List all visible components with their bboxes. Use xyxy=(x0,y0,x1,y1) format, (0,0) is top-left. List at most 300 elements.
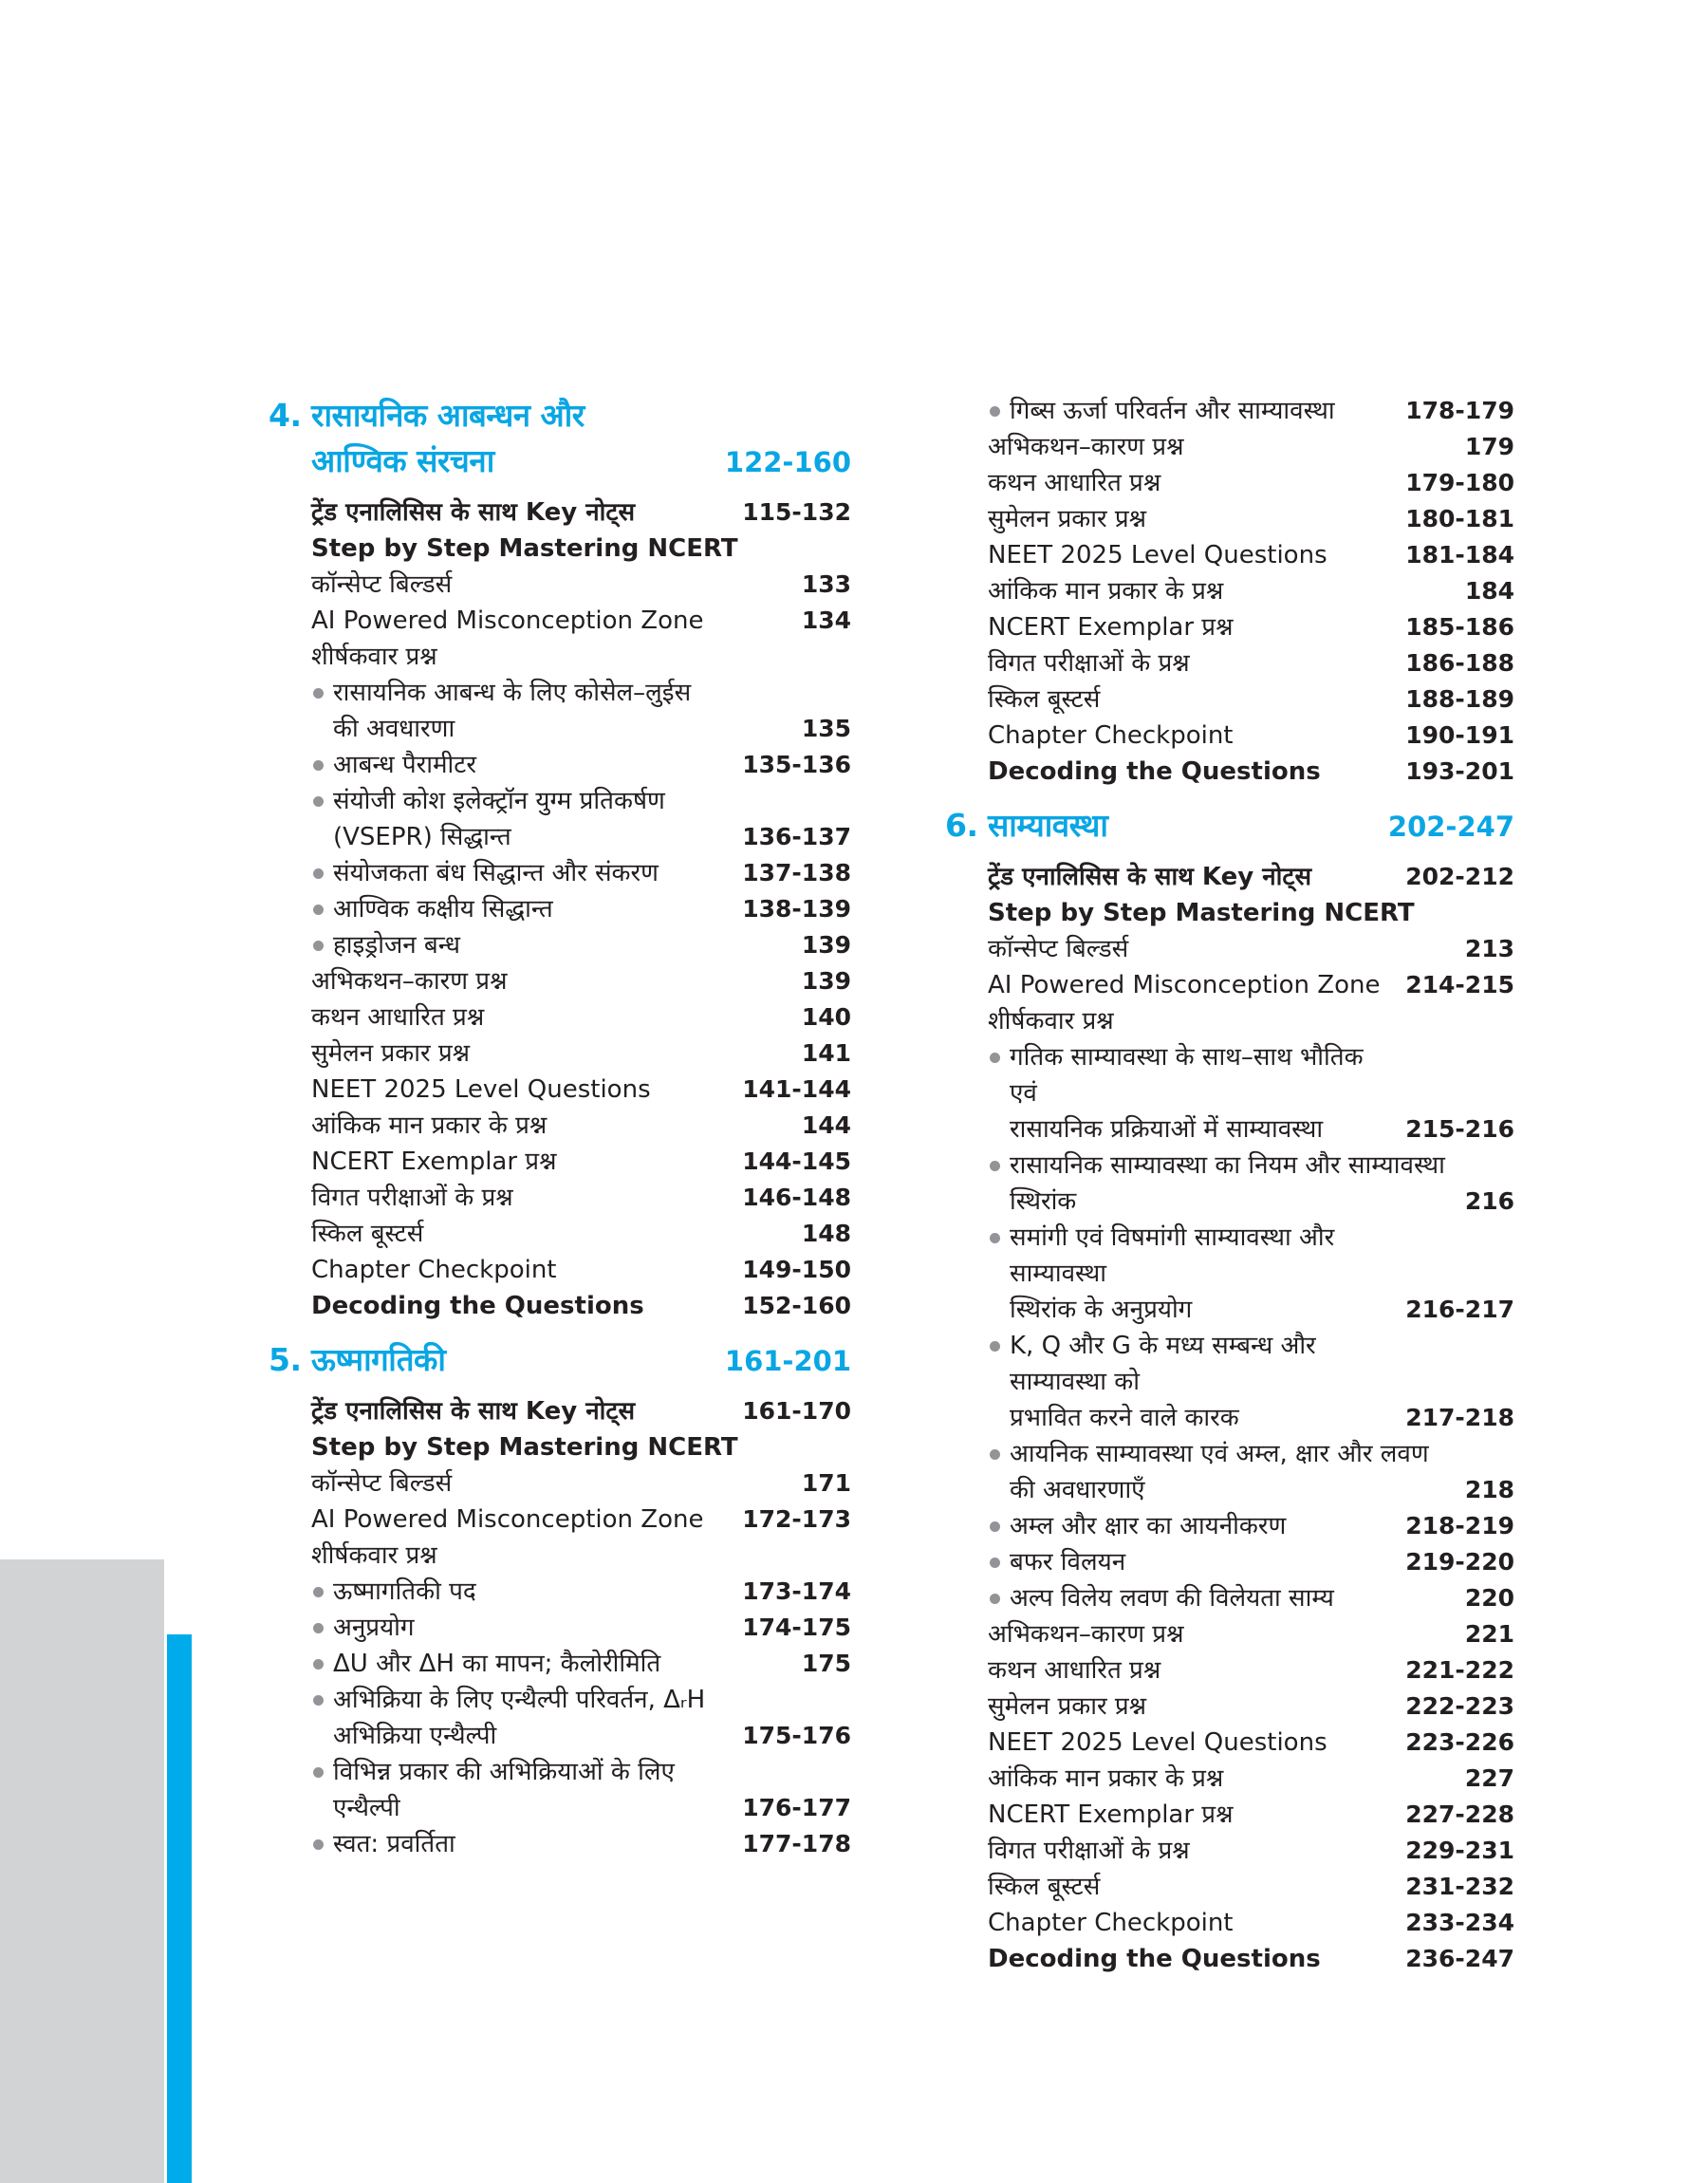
entry-label xyxy=(311,1144,734,1180)
toc-entry xyxy=(269,999,851,1036)
entry-pages: 185-186 xyxy=(1405,613,1514,641)
entry-label-line: अनुप्रयोग xyxy=(333,1614,415,1642)
entry-label-line: रासायनिक आबन्ध के लिए कोसेल–लुईस xyxy=(333,679,692,707)
chapter-pages: 122-160 xyxy=(724,446,851,478)
entry-pages: 138-139 xyxy=(742,895,851,923)
toc-entry xyxy=(269,1465,851,1502)
toc-entry xyxy=(269,1502,851,1538)
entry-pages: 178-179 xyxy=(1405,397,1514,424)
toc-entry xyxy=(269,1144,851,1180)
entry-label xyxy=(311,927,794,963)
entry-label xyxy=(988,429,1457,465)
entry-label-line: (VSEPR) सिद्धान्त xyxy=(333,823,511,851)
chapter-pages: 161-201 xyxy=(724,1345,851,1377)
entry-label xyxy=(988,931,1457,967)
entry-label-line: स्किल बूस्टर्स xyxy=(988,685,1101,714)
entry-pages: 216 xyxy=(1464,1187,1514,1215)
chapter-heading xyxy=(945,803,1514,849)
toc-entry xyxy=(269,1754,851,1826)
entry-label-line: शीर्षकवार प्रश्न xyxy=(311,1541,437,1570)
entry-pages: 139 xyxy=(801,931,851,959)
entry-label-line: गतिक साम्यावस्था के साथ–साथ भौतिक एवं xyxy=(1010,1043,1364,1108)
toc-entry xyxy=(945,1689,1514,1725)
toc-entry xyxy=(945,681,1514,718)
toc-entry xyxy=(945,859,1514,895)
toc-entry xyxy=(945,1328,1514,1436)
entry-pages: 173-174 xyxy=(742,1577,851,1605)
bullet-icon xyxy=(313,796,324,807)
bullet-icon xyxy=(990,1521,1000,1532)
toc-column-left xyxy=(269,393,851,1862)
entry-label-line: ऊष्मागतिकी पद xyxy=(333,1577,476,1606)
toc-entry xyxy=(945,1652,1514,1689)
entry-pages: 179 xyxy=(1464,433,1514,460)
toc-entry xyxy=(945,1220,1514,1328)
entry-label-line: आंकिक मान प्रकार के प्रश्न xyxy=(988,1764,1224,1793)
entry-label-line: रासायनिक साम्यावस्था का नियम और साम्यावस्था xyxy=(1010,1151,1445,1180)
toc-entry xyxy=(945,1761,1514,1797)
entry-label xyxy=(311,963,794,999)
bullet-icon xyxy=(313,1659,324,1670)
toc-entry xyxy=(269,891,851,927)
toc-entry xyxy=(945,1725,1514,1761)
entry-pages: 214-215 xyxy=(1405,971,1514,998)
entry-label xyxy=(988,465,1398,501)
toc-entry xyxy=(269,603,851,639)
toc-entry xyxy=(945,645,1514,681)
entry-pages: 227-228 xyxy=(1405,1801,1514,1828)
entry-pages: 115-132 xyxy=(742,498,851,526)
entry-label xyxy=(988,859,1398,895)
entry-pages: 135 xyxy=(801,715,851,742)
entry-label-line: अभिकथन–कारण प्रश्न xyxy=(988,433,1184,461)
toc-entry xyxy=(269,675,851,747)
bullet-icon xyxy=(313,760,324,771)
toc-entry xyxy=(945,1941,1514,1977)
entry-pages: 231-232 xyxy=(1405,1873,1514,1900)
entry-label-line: AI Powered Misconception Zone xyxy=(988,971,1381,999)
entry-label xyxy=(988,1436,1457,1508)
toc-entry xyxy=(945,1869,1514,1905)
entry-label-line: AI Powered Misconception Zone xyxy=(311,1505,704,1534)
entry-label xyxy=(311,675,794,747)
toc-entry xyxy=(945,754,1514,790)
entry-pages: 172-173 xyxy=(742,1505,851,1533)
bullet-icon xyxy=(990,1233,1000,1243)
entry-label xyxy=(988,895,1514,931)
bullet-icon xyxy=(990,1161,1000,1171)
chapter-title-line xyxy=(311,438,851,485)
entry-pages: 136-137 xyxy=(742,823,851,850)
entry-pages: 139 xyxy=(801,967,851,995)
bullet-icon xyxy=(990,406,1000,417)
entry-label-line: अभिकथन–कारण प्रश्न xyxy=(311,967,508,996)
entry-label xyxy=(988,1797,1398,1833)
toc-entry xyxy=(269,1036,851,1072)
bullet-icon xyxy=(990,1341,1000,1352)
entry-label xyxy=(988,1220,1398,1328)
entry-label-line: NCERT Exemplar प्रश्न xyxy=(311,1147,557,1176)
chapter-title-line xyxy=(311,1337,851,1384)
entry-pages: 174-175 xyxy=(742,1614,851,1641)
entry-pages: 190-191 xyxy=(1405,721,1514,749)
entry-label xyxy=(988,573,1457,609)
toc-entry xyxy=(269,963,851,999)
entry-label xyxy=(988,1544,1398,1580)
entry-label-line: NCERT Exemplar प्रश्न xyxy=(988,1801,1234,1829)
chapter-title xyxy=(311,1337,851,1384)
entry-label xyxy=(311,531,851,567)
toc-entry xyxy=(945,1616,1514,1652)
entry-label-line: कॉन्सेप्ट बिल्डर्स xyxy=(988,935,1129,963)
entry-label xyxy=(311,747,734,783)
entry-label xyxy=(311,1429,851,1465)
entry-pages: 179-180 xyxy=(1405,469,1514,496)
gray-panel-decoration xyxy=(0,1559,164,2183)
entry-pages: 133 xyxy=(801,570,851,598)
entry-label-line: कथन आधारित प्रश्न xyxy=(311,1003,485,1032)
entry-label-line: ΔU और ΔH का मापन; कैलोरीमिति xyxy=(333,1650,661,1678)
toc-entry xyxy=(945,1905,1514,1941)
entry-label xyxy=(311,639,851,675)
entry-label xyxy=(988,1616,1457,1652)
bullet-icon xyxy=(313,868,324,879)
entry-pages: 188-189 xyxy=(1405,685,1514,713)
entry-label-line: Chapter Checkpoint xyxy=(988,721,1234,750)
entry-pages: 148 xyxy=(801,1220,851,1247)
blue-bar-decoration xyxy=(167,1634,192,2183)
toc-entry xyxy=(269,1574,851,1610)
entry-label xyxy=(311,1252,734,1288)
entry-label-line: संयोजकता बंध सिद्धान्त और संकरण xyxy=(333,859,659,887)
chapter-title xyxy=(311,393,851,485)
entry-label-line: सुमेलन प्रकार प्रश्न xyxy=(988,505,1147,533)
entry-pages: 171 xyxy=(801,1469,851,1497)
toc-entry xyxy=(945,393,1514,429)
entry-label xyxy=(311,891,734,927)
toc-entry xyxy=(269,1429,851,1465)
chapter-number: 5. xyxy=(269,1341,302,1378)
entry-label-line: की अवधारणा xyxy=(333,715,455,743)
entry-label-line: आंकिक मान प्रकार के प्रश्न xyxy=(311,1111,548,1140)
entry-label xyxy=(988,754,1398,790)
toc-entry xyxy=(269,1682,851,1754)
entry-label-line: हाइड्रोजन बन्ध xyxy=(333,931,460,960)
entry-label xyxy=(988,645,1398,681)
entry-label-line: सुमेलन प्रकार प्रश्न xyxy=(311,1039,471,1068)
entry-pages: 221 xyxy=(1464,1620,1514,1648)
entry-label xyxy=(988,1508,1398,1544)
entry-label-line: संयोजी कोश इलेक्ट्रॉन युग्म प्रतिकर्षण xyxy=(333,787,665,815)
toc-entry xyxy=(269,531,851,567)
entry-pages: 219-220 xyxy=(1405,1548,1514,1576)
entry-pages: 135-136 xyxy=(742,751,851,778)
entry-label-line: गिब्स ऊर्जा परिवर्तन और साम्यावस्था xyxy=(1010,397,1335,425)
toc-entry xyxy=(269,1180,851,1216)
entry-label-line: अल्प विलेय लवण की विलेयता साम्य xyxy=(1010,1584,1334,1613)
entry-label xyxy=(988,718,1398,754)
entry-label xyxy=(311,1180,734,1216)
toc-entry xyxy=(269,1646,851,1682)
toc-entry xyxy=(269,1252,851,1288)
entry-label-line: बफर विलयन xyxy=(1010,1548,1126,1577)
bullet-icon xyxy=(313,1839,324,1850)
entry-pages: 202-212 xyxy=(1405,863,1514,890)
toc-entry xyxy=(945,1797,1514,1833)
entry-pages: 152-160 xyxy=(742,1292,851,1319)
entry-label xyxy=(988,1003,1514,1039)
entry-label-line: कथन आधारित प्रश्न xyxy=(988,469,1161,497)
entry-pages: 193-201 xyxy=(1405,757,1514,785)
entry-pages: 184 xyxy=(1464,577,1514,605)
entry-label-line: NCERT Exemplar प्रश्न xyxy=(988,613,1234,642)
chapter-number: 4. xyxy=(269,397,302,434)
entry-label-line: Step by Step Mastering NCERT xyxy=(988,899,1415,927)
entry-label xyxy=(988,967,1398,1003)
entry-label xyxy=(988,1328,1398,1436)
toc-entry xyxy=(945,1003,1514,1039)
entry-label xyxy=(311,1288,734,1324)
toc-entry xyxy=(269,1826,851,1862)
toc-entry xyxy=(269,927,851,963)
chapter-number: 6. xyxy=(945,807,978,844)
toc-entry xyxy=(269,1288,851,1324)
entry-pages: 227 xyxy=(1464,1764,1514,1792)
entry-label xyxy=(988,1941,1398,1977)
entry-pages: 217-218 xyxy=(1405,1404,1514,1431)
entry-label-line: Step by Step Mastering NCERT xyxy=(311,534,738,563)
entry-label xyxy=(311,1072,734,1108)
chapter-title-text: साम्यावस्था xyxy=(988,807,1108,844)
entry-label-line: NEET 2025 Level Questions xyxy=(988,1728,1327,1757)
bullet-icon xyxy=(313,941,324,951)
entry-pages: 229-231 xyxy=(1405,1837,1514,1864)
entry-label-line: स्किल बूस्टर्स xyxy=(311,1220,424,1248)
toc-entry xyxy=(945,429,1514,465)
toc-entry xyxy=(269,1108,851,1144)
entry-pages: 141-144 xyxy=(742,1075,851,1103)
entry-label-line: विभिन्न प्रकार की अभिक्रियाओं के लिए एन्थैल्पी xyxy=(333,1758,675,1822)
entry-label-line: Chapter Checkpoint xyxy=(988,1909,1234,1937)
entry-label-line: Decoding the Questions xyxy=(988,1945,1321,1973)
toc-entry xyxy=(945,1436,1514,1508)
entry-label-line: स्वत: प्रवर्तिता xyxy=(333,1830,455,1858)
entry-label-line: कॉन्सेप्ट बिल्डर्स xyxy=(311,570,453,599)
toc-entry xyxy=(945,1508,1514,1544)
toc-entry xyxy=(945,1580,1514,1616)
entry-label xyxy=(988,1580,1457,1616)
entry-pages: 221-222 xyxy=(1405,1656,1514,1684)
entry-label xyxy=(988,501,1398,537)
chapter-pages: 202-247 xyxy=(1387,811,1514,843)
entry-label xyxy=(311,1610,734,1646)
entry-label-line: कथन आधारित प्रश्न xyxy=(988,1656,1161,1685)
entry-label xyxy=(988,609,1398,645)
entry-label xyxy=(988,1905,1398,1941)
entry-pages: 218-219 xyxy=(1405,1512,1514,1539)
entry-label-line: Chapter Checkpoint xyxy=(311,1256,557,1284)
entry-label-line: रासायनिक प्रक्रियाओं में साम्यावस्था xyxy=(1010,1115,1324,1144)
entry-label-line: प्रभावित करने वाले कारक xyxy=(1010,1404,1239,1432)
chapter-title-line xyxy=(988,803,1514,849)
entry-pages: 146-148 xyxy=(742,1184,851,1211)
chapter-heading xyxy=(269,1337,851,1384)
chapter-title-text: रासायनिक आबन्धन और xyxy=(311,397,585,434)
entry-label-line: की अवधारणाएँ xyxy=(1010,1476,1145,1504)
bullet-icon xyxy=(313,1767,324,1778)
entry-label xyxy=(988,1761,1457,1797)
entry-label-line: अभिक्रिया एन्थैल्पी xyxy=(333,1722,497,1750)
bullet-icon xyxy=(990,1449,1000,1460)
entry-label xyxy=(988,1833,1398,1869)
entry-label xyxy=(311,1465,794,1502)
entry-label-line: स्किल बूस्टर्स xyxy=(988,1873,1101,1901)
entry-pages: 175-176 xyxy=(742,1722,851,1749)
entry-pages: 177-178 xyxy=(742,1830,851,1857)
entry-label-line: अभिक्रिया के लिए एन्थैल्पी परिवर्तन, ΔᵣH xyxy=(333,1686,706,1714)
toc-entry xyxy=(269,494,851,531)
toc-entry xyxy=(945,537,1514,573)
entry-label xyxy=(988,681,1398,718)
toc-entry xyxy=(269,1393,851,1429)
entry-label-line: ट्रेंड एनालिसिस के साथ Key नोट्स xyxy=(988,863,1312,891)
bullet-icon xyxy=(313,688,324,699)
toc-entry xyxy=(269,1538,851,1574)
toc-entry xyxy=(945,573,1514,609)
entry-label-line: K, Q और G के मध्य सम्बन्ध और साम्यावस्था को xyxy=(1010,1332,1316,1396)
toc-entry xyxy=(945,1147,1514,1220)
entry-label-line: कॉन्सेप्ट बिल्डर्स xyxy=(311,1469,453,1498)
entry-label-line: NEET 2025 Level Questions xyxy=(311,1075,651,1104)
entry-pages: 180-181 xyxy=(1405,505,1514,532)
entry-pages: 236-247 xyxy=(1405,1945,1514,1972)
toc-entry xyxy=(269,783,851,855)
toc-entry xyxy=(945,895,1514,931)
entry-pages: 186-188 xyxy=(1405,649,1514,677)
entry-pages: 220 xyxy=(1464,1584,1514,1612)
entry-label xyxy=(988,1869,1398,1905)
entry-label xyxy=(988,1725,1398,1761)
bullet-icon xyxy=(313,1623,324,1633)
entry-pages: 161-170 xyxy=(742,1397,851,1425)
entry-label xyxy=(311,1754,734,1826)
entry-label-line: शीर्षकवार प्रश्न xyxy=(311,643,437,671)
entry-label-line: स्थिरांक के अनुप्रयोग xyxy=(1010,1296,1193,1324)
entry-label xyxy=(311,1538,851,1574)
toc-entry xyxy=(945,718,1514,754)
entry-label xyxy=(988,1689,1398,1725)
entry-label xyxy=(311,1036,794,1072)
entry-label xyxy=(311,1393,734,1429)
toc-entry xyxy=(269,1216,851,1252)
chapter-title xyxy=(988,803,1514,849)
entry-label-line: Decoding the Questions xyxy=(988,757,1321,786)
entry-label xyxy=(311,1574,734,1610)
bullet-icon xyxy=(990,1558,1000,1568)
entry-label xyxy=(311,494,734,531)
toc-entry xyxy=(945,1833,1514,1869)
entry-pages: 216-217 xyxy=(1405,1296,1514,1323)
entry-label-line: Decoding the Questions xyxy=(311,1292,644,1320)
toc-entry xyxy=(269,1610,851,1646)
entry-pages: 140 xyxy=(801,1003,851,1031)
entry-label-line: ट्रेंड एनालिसिस के साथ Key नोट्स xyxy=(311,498,636,527)
toc-entry xyxy=(269,639,851,675)
entry-label xyxy=(311,603,794,639)
bullet-icon xyxy=(313,905,324,915)
entry-label-line: आण्विक कक्षीय सिद्धान्त xyxy=(333,895,553,924)
entry-label xyxy=(311,1216,794,1252)
toc-entry xyxy=(269,855,851,891)
entry-label-line: विगत परीक्षाओं के प्रश्न xyxy=(988,1837,1190,1865)
entry-pages: 181-184 xyxy=(1405,541,1514,569)
toc-entry xyxy=(945,931,1514,967)
entry-label-line: अम्ल और क्षार का आयनीकरण xyxy=(1010,1512,1287,1540)
entry-label xyxy=(988,393,1398,429)
entry-pages: 213 xyxy=(1464,935,1514,962)
entry-label xyxy=(988,1039,1398,1147)
entry-label-line: स्थिरांक xyxy=(1010,1187,1077,1216)
entry-pages: 176-177 xyxy=(742,1794,851,1821)
toc-column-right xyxy=(945,393,1514,1977)
toc-entry xyxy=(945,967,1514,1003)
entry-pages: 144 xyxy=(801,1111,851,1139)
entry-label-line: समांगी एवं विषमांगी साम्यावस्था और साम्यावस्था xyxy=(1010,1223,1335,1288)
entry-pages: 137-138 xyxy=(742,859,851,886)
entry-label xyxy=(311,1646,794,1682)
entry-pages: 233-234 xyxy=(1405,1909,1514,1936)
entry-pages: 134 xyxy=(801,606,851,634)
entry-label xyxy=(311,1682,734,1754)
toc-entry xyxy=(945,1039,1514,1147)
toc-entry xyxy=(945,501,1514,537)
entry-label-line: NEET 2025 Level Questions xyxy=(988,541,1327,569)
chapter-heading xyxy=(269,393,851,485)
entry-label-line: अभिकथन–कारण प्रश्न xyxy=(988,1620,1184,1649)
entry-label-line: विगत परीक्षाओं के प्रश्न xyxy=(988,649,1190,678)
bullet-icon xyxy=(313,1587,324,1597)
entry-label-line: Step by Step Mastering NCERT xyxy=(311,1433,738,1462)
entry-label-line: AI Powered Misconception Zone xyxy=(311,606,704,635)
entry-label xyxy=(988,1652,1398,1689)
entry-label-line: शीर्षकवार प्रश्न xyxy=(988,1007,1114,1036)
toc-entry xyxy=(945,465,1514,501)
entry-label-line: आंकिक मान प्रकार के प्रश्न xyxy=(988,577,1224,606)
toc-entry xyxy=(269,747,851,783)
entry-label-line: आबन्ध पैरामीटर xyxy=(333,751,477,779)
toc-entry xyxy=(269,567,851,603)
entry-label xyxy=(311,1108,794,1144)
entry-label xyxy=(311,567,794,603)
entry-label xyxy=(988,1147,1457,1220)
toc-entry xyxy=(945,1544,1514,1580)
entry-label xyxy=(311,855,734,891)
entry-label xyxy=(311,1502,734,1538)
chapter-title-text: ऊष्मागतिकी xyxy=(311,1341,446,1378)
entry-pages: 149-150 xyxy=(742,1256,851,1283)
entry-label xyxy=(988,537,1398,573)
entry-pages: 144-145 xyxy=(742,1147,851,1175)
entry-pages: 215-216 xyxy=(1405,1115,1514,1143)
entry-label-line: आयनिक साम्यावस्था एवं अम्ल, क्षार और लवण xyxy=(1010,1440,1429,1468)
entry-pages: 222-223 xyxy=(1405,1692,1514,1720)
chapter-title-text: आण्विक संरचना xyxy=(311,442,494,479)
entry-label-line: विगत परीक्षाओं के प्रश्न xyxy=(311,1184,513,1212)
entry-label xyxy=(311,999,794,1036)
chapter-title-line xyxy=(311,393,851,438)
entry-pages: 218 xyxy=(1464,1476,1514,1503)
toc-entry xyxy=(269,1072,851,1108)
